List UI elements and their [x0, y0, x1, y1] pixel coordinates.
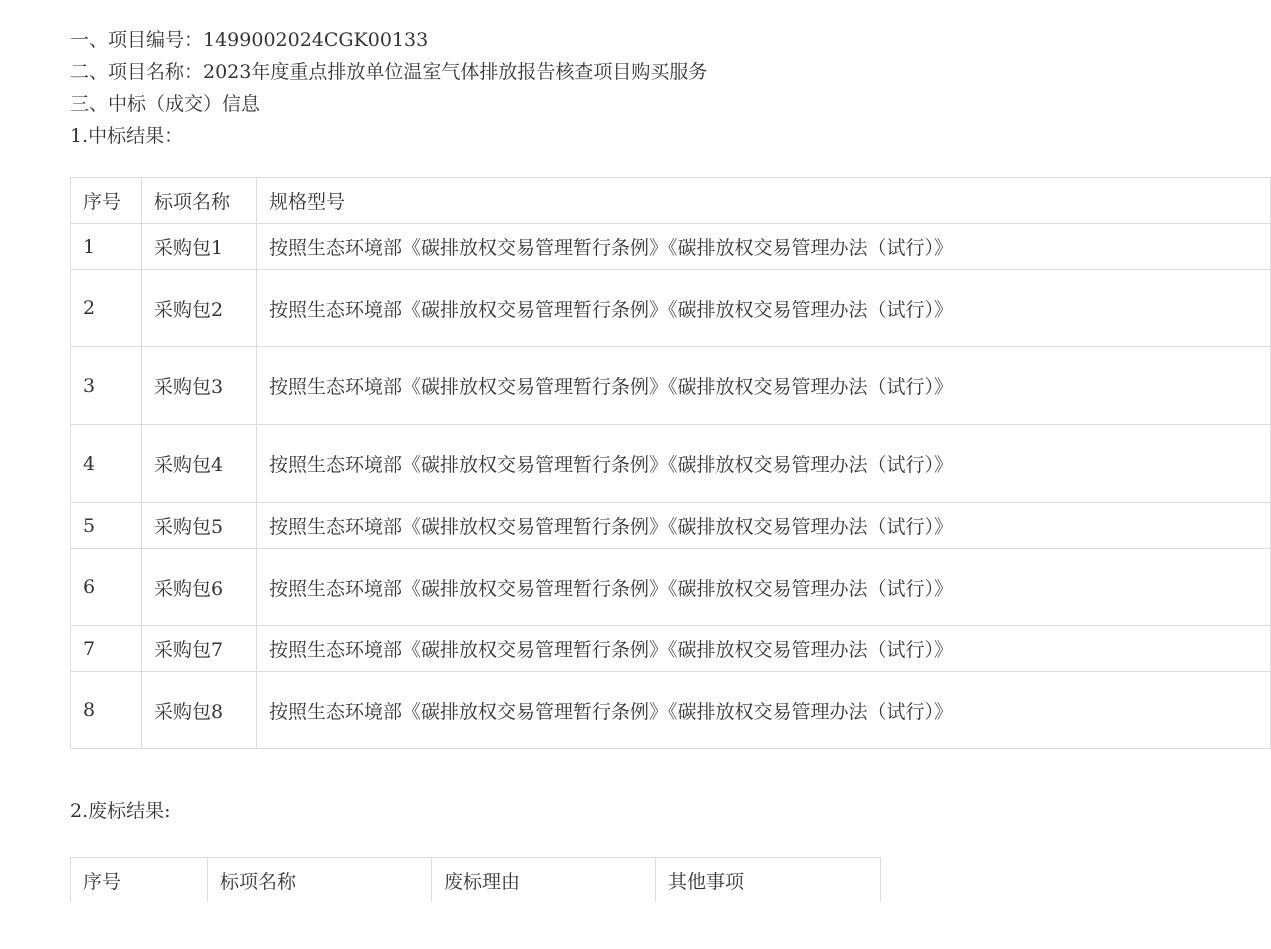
- award-result-table: [70, 177, 1271, 749]
- table-row: [71, 425, 1271, 503]
- cell-spec: 按照生态环境部《碳排放权交易管理暂行条例》《碳排放权交易管理办法（试行）》: [257, 270, 1271, 347]
- cell-spec: 按照生态环境部《碳排放权交易管理暂行条例》《碳排放权交易管理办法（试行）》: [257, 672, 1271, 749]
- cell-item-name: 采购包3: [142, 347, 257, 425]
- table-row: [71, 503, 1271, 549]
- cell-index: 5: [71, 503, 142, 549]
- cell-index: 6: [71, 549, 142, 626]
- document-body: [70, 24, 954, 904]
- cell-item-name: 采购包7: [142, 626, 257, 672]
- project-number-line: 一、项目编号：1499002024CGK00133: [70, 29, 429, 51]
- cell-item-name: 采购包4: [142, 425, 257, 503]
- table-row: [71, 549, 1271, 626]
- cell-item-name: 采购包1: [142, 224, 257, 270]
- award-info-heading: 三、中标（成交）信息: [70, 93, 261, 115]
- table-row: [71, 672, 1271, 749]
- failed-bid-result-label: 2.废标结果:: [70, 800, 171, 822]
- award-result-table-container: [70, 177, 954, 749]
- award-result-label: 1.中标结果：: [70, 125, 184, 147]
- cell-index: 3: [71, 347, 142, 425]
- cell-spec: 按照生态环境部《碳排放权交易管理暂行条例》《碳排放权交易管理办法（试行）》: [257, 224, 1271, 270]
- cell-spec: 按照生态环境部《碳排放权交易管理暂行条例》《碳排放权交易管理办法（试行）》: [257, 503, 1271, 549]
- cell-item-name: 采购包5: [142, 503, 257, 549]
- cell-index: 1: [71, 224, 142, 270]
- viewport-clip: [0, 902, 950, 949]
- cell-item-name: 采购包6: [142, 549, 257, 626]
- cell-item-name: 采购包2: [142, 270, 257, 347]
- cell-spec: 按照生态环境部《碳排放权交易管理暂行条例》《碳排放权交易管理办法（试行）》: [257, 347, 1271, 425]
- cell-spec: 按照生态环境部《碳排放权交易管理暂行条例》《碳排放权交易管理办法（试行）》: [257, 626, 1271, 672]
- col-header-index: 序号: [71, 858, 208, 904]
- failed-table-header-row: [71, 858, 881, 904]
- col-header-other: 其他事项: [656, 858, 881, 904]
- cell-item-name: 采购包8: [142, 672, 257, 749]
- col-header-spec: 规格型号: [257, 178, 1271, 224]
- cell-index: 2: [71, 270, 142, 347]
- cell-spec: 按照生态环境部《碳排放权交易管理暂行条例》《碳排放权交易管理办法（试行）》: [257, 549, 1271, 626]
- table-row: [71, 270, 1271, 347]
- col-header-reason: 废标理由: [432, 858, 656, 904]
- table-row: [71, 626, 1271, 672]
- project-name-line: 二、项目名称：2023年度重点排放单位温室气体排放报告核查项目购买服务: [70, 61, 708, 83]
- col-header-index: 序号: [71, 178, 142, 224]
- award-table-header-row: [71, 178, 1271, 224]
- cell-index: 7: [71, 626, 142, 672]
- failed-bid-table: [70, 857, 881, 904]
- table-row: [71, 224, 1271, 270]
- cell-index: 8: [71, 672, 142, 749]
- cell-spec: 按照生态环境部《碳排放权交易管理暂行条例》《碳排放权交易管理办法（试行）》: [257, 425, 1271, 503]
- cell-index: 4: [71, 425, 142, 503]
- col-header-item-name: 标项名称: [142, 178, 257, 224]
- table-row: [71, 347, 1271, 425]
- col-header-item-name: 标项名称: [208, 858, 432, 904]
